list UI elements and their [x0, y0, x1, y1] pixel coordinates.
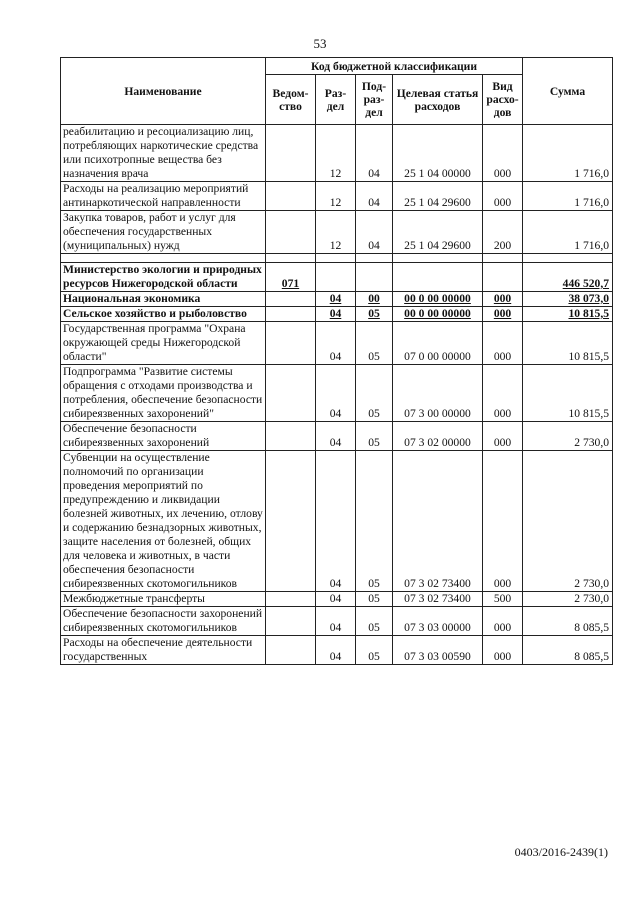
cell-section: 12	[316, 125, 356, 182]
header-target: Целевая статья расходов	[393, 75, 483, 125]
cell-dept	[266, 182, 316, 211]
cell-dept	[266, 292, 316, 307]
table-row	[61, 592, 613, 607]
cell-amount: 2 730,0	[523, 422, 613, 451]
cell-target: 07 3 02 00000	[393, 422, 483, 451]
cell-target: 07 0 00 00000	[393, 322, 483, 365]
cell-dept	[266, 592, 316, 607]
cell-section: 04	[316, 607, 356, 636]
header-classification-code: Код бюджетной классификации	[266, 58, 523, 75]
cell-amount: 446 520,7	[523, 263, 613, 292]
cell-name: Расходы на обеспечение деятельности государственных	[61, 636, 266, 665]
budget-table	[60, 57, 613, 665]
cell-section: 04	[316, 292, 356, 307]
page-number: 53	[313, 36, 327, 51]
spacer-cell	[523, 254, 613, 263]
cell-section: 04	[316, 322, 356, 365]
header-name: Наименование	[61, 58, 266, 125]
cell-dept: 071	[266, 263, 316, 292]
cell-subsection: 05	[356, 607, 393, 636]
table-row	[61, 307, 613, 322]
cell-name: Подпрограмма "Развитие системы обращения с отходами производства и потребления, обеспечение безопасности сибиреязвенных захоронений"	[61, 365, 266, 422]
document-code: 0403/2016-2439(1)	[514, 845, 608, 859]
cell-amount: 10 815,5	[523, 365, 613, 422]
cell-target: 07 3 03 00000	[393, 607, 483, 636]
cell-section: 04	[316, 422, 356, 451]
cell-name: Министерство экологии и природных ресурсов Нижегородской области	[61, 263, 266, 292]
cell-dept	[266, 607, 316, 636]
header-dept: Ведом-ство	[266, 75, 316, 125]
cell-section: 04	[316, 365, 356, 422]
cell-dept	[266, 322, 316, 365]
spacer-cell	[356, 254, 393, 263]
cell-kind: 000	[483, 607, 523, 636]
cell-section: 04	[316, 592, 356, 607]
cell-target: 07 3 00 00000	[393, 365, 483, 422]
cell-amount: 1 716,0	[523, 182, 613, 211]
cell-kind: 500	[483, 592, 523, 607]
cell-kind: 000	[483, 125, 523, 182]
cell-kind: 000	[483, 307, 523, 322]
cell-subsection: 05	[356, 365, 393, 422]
cell-kind: 000	[483, 182, 523, 211]
spacer-cell	[266, 254, 316, 263]
cell-section: 04	[316, 636, 356, 665]
header-amount: Сумма	[523, 58, 613, 125]
cell-subsection: 05	[356, 307, 393, 322]
cell-dept	[266, 307, 316, 322]
cell-subsection: 05	[356, 636, 393, 665]
cell-kind: 000	[483, 322, 523, 365]
cell-name: Межбюджетные трансферты	[61, 592, 266, 607]
table-row	[61, 322, 613, 365]
cell-subsection: 04	[356, 125, 393, 182]
table-row	[61, 254, 613, 263]
cell-dept	[266, 451, 316, 592]
cell-amount: 10 815,5	[523, 322, 613, 365]
table-row	[61, 182, 613, 211]
cell-target: 07 3 02 73400	[393, 451, 483, 592]
cell-name: Субвенции на осуществление полномочий по организации проведения мероприятий по предупреждению и ликвидации болезней животных, их лечению, отлову и содержанию безнадзорных животных, защите населения от болезней, общих для человека и животных, в части обеспечения безопасности сибиреязвенных скотомогильников	[61, 451, 266, 592]
cell-section: 12	[316, 182, 356, 211]
cell-amount: 1 716,0	[523, 211, 613, 254]
spacer-cell	[483, 254, 523, 263]
cell-dept	[266, 211, 316, 254]
cell-section: 12	[316, 211, 356, 254]
cell-name: Национальная экономика	[61, 292, 266, 307]
cell-target: 07 3 03 00590	[393, 636, 483, 665]
cell-kind: 000	[483, 451, 523, 592]
header-section: Раз-дел	[316, 75, 356, 125]
cell-amount: 2 730,0	[523, 592, 613, 607]
cell-amount: 8 085,5	[523, 607, 613, 636]
table-header	[61, 58, 613, 125]
cell-subsection: 04	[356, 182, 393, 211]
cell-amount: 38 073,0	[523, 292, 613, 307]
cell-section	[316, 263, 356, 292]
cell-subsection: 05	[356, 451, 393, 592]
table-row	[61, 636, 613, 665]
table-row	[61, 365, 613, 422]
cell-target: 25 1 04 00000	[393, 125, 483, 182]
cell-kind: 000	[483, 365, 523, 422]
cell-target: 07 3 02 73400	[393, 592, 483, 607]
table-row	[61, 451, 613, 592]
cell-kind: 000	[483, 636, 523, 665]
cell-section: 04	[316, 451, 356, 592]
cell-target: 00 0 00 00000	[393, 292, 483, 307]
cell-amount: 8 085,5	[523, 636, 613, 665]
table-row	[61, 263, 613, 292]
cell-dept	[266, 365, 316, 422]
cell-subsection: 00	[356, 292, 393, 307]
spacer-cell	[393, 254, 483, 263]
cell-name: Расходы на реализацию мероприятий антинаркотической направленности	[61, 182, 266, 211]
cell-subsection	[356, 263, 393, 292]
cell-kind: 200	[483, 211, 523, 254]
cell-subsection: 04	[356, 211, 393, 254]
cell-name: Сельское хозяйство и рыболовство	[61, 307, 266, 322]
cell-kind: 000	[483, 422, 523, 451]
table-row	[61, 292, 613, 307]
cell-amount: 1 716,0	[523, 125, 613, 182]
cell-target: 25 1 04 29600	[393, 211, 483, 254]
cell-name: Закупка товаров, работ и услуг для обеспечения государственных (муниципальных) нужд	[61, 211, 266, 254]
spacer-cell	[316, 254, 356, 263]
cell-target	[393, 263, 483, 292]
header-subsection: Под-раз-дел	[356, 75, 393, 125]
cell-subsection: 05	[356, 592, 393, 607]
cell-kind: 000	[483, 292, 523, 307]
table-row	[61, 422, 613, 451]
cell-section: 04	[316, 307, 356, 322]
cell-target: 00 0 00 00000	[393, 307, 483, 322]
cell-subsection: 05	[356, 422, 393, 451]
header-kind: Вид расхо-дов	[483, 75, 523, 125]
cell-amount: 2 730,0	[523, 451, 613, 592]
cell-subsection: 05	[356, 322, 393, 365]
table-row	[61, 125, 613, 182]
cell-name: реабилитацию и ресоциализацию лиц, потребляющих наркотические средства или психотропные вещества без назначения врача	[61, 125, 266, 182]
cell-dept	[266, 125, 316, 182]
table-row	[61, 607, 613, 636]
cell-amount: 10 815,5	[523, 307, 613, 322]
cell-target: 25 1 04 29600	[393, 182, 483, 211]
cell-name: Государственная программа "Охрана окружающей среды Нижегородской области"	[61, 322, 266, 365]
cell-name: Обеспечение безопасности сибиреязвенных захоронений	[61, 422, 266, 451]
cell-dept	[266, 422, 316, 451]
spacer-cell	[61, 254, 266, 263]
table-row	[61, 211, 613, 254]
cell-kind	[483, 263, 523, 292]
table-body	[61, 125, 613, 665]
cell-name: Обеспечение безопасности захоронений сибиреязвенных скотомогильников	[61, 607, 266, 636]
cell-dept	[266, 636, 316, 665]
